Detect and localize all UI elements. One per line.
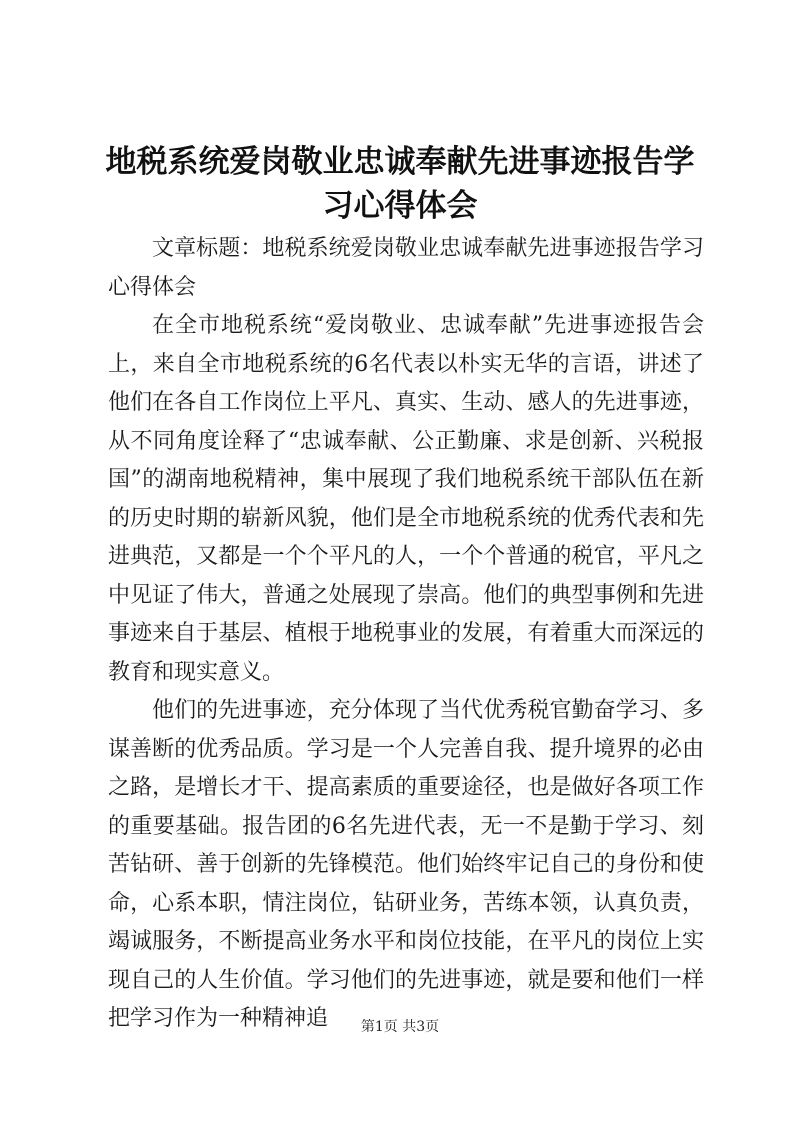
body-paragraph-1: 在全市地税系统“爱岗敬业、忠诚奉献”先进事迹报告会上，来自全市地税系统的6名代表以朴实无华的言语，讲述了他们在各自工作岗位上平凡、真实、生动、感人的先进事迹，从不同角度诠释了“忠诚奉献、公正勤廉、求是创新、兴税报国”的湖南地税精神，集中展现了我们地税系统干部队伍在新的历史时期的崭新风貌，他们是全市地税系统的优秀代表和先进典范，又都是一个个平凡的人，一个个普通的税官，平凡之中见证了伟大，普通之处展现了崇高。他们的典型事例和先进事迹来自于基层、植根于地税事业的发展，有着重大而深远的教育和现实意义。 <box>108 313 704 685</box>
document-title: 地税系统爱岗敬业忠诚奉献先进事迹报告学习心得体会 <box>105 144 695 224</box>
document-body <box>108 230 704 1039</box>
body-paragraph-2: 他们的先进事迹，充分体现了当代优秀税官勤奋学习、多谋善断的优秀品质。学习是一个人完善自我、提升境界的必由之路，是增长才干、提高素质的重要途径，也是做好各项工作的重要基础。报告团的6名先进代表，无一不是勤于学习、刻苦钻研、善于创新的先锋模范。他们始终牢记自己的身份和使命，心系本职，情注岗位，钻研业务，苦练本领，认真负责，竭诚服务，不断提高业务水平和岗位技能，在平凡的岗位上实现自己的人生价值。学习他们的先进事迹，就是要和他们一样把学习作为一种精神追 <box>108 698 704 1031</box>
page-number-footer: 第1页 共3页 <box>360 1019 440 1035</box>
article-title-paragraph: 文章标题：地税系统爱岗敬业忠诚奉献先进事迹报告学习心得体会 <box>108 236 704 300</box>
